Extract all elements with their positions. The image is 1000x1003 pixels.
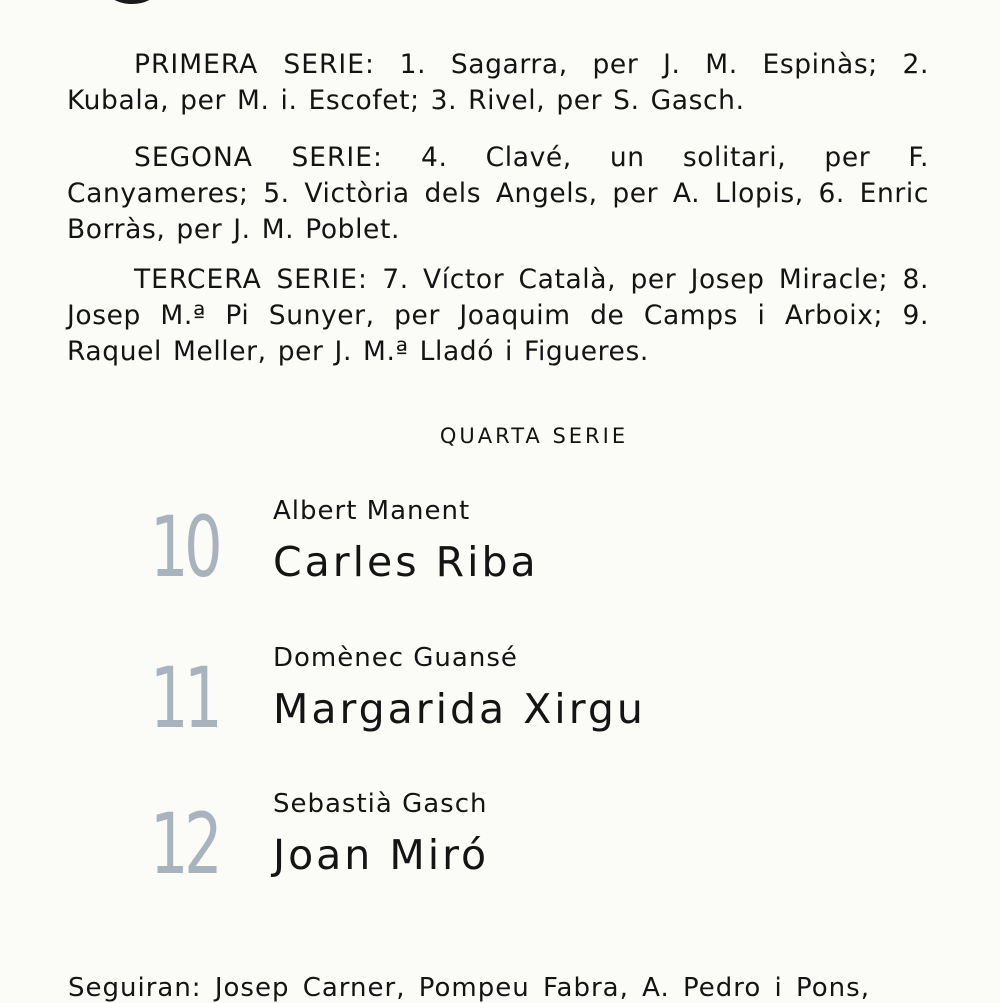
entry-number: 10 (150, 498, 219, 596)
entry-author: Sebastià Gasch (273, 789, 488, 819)
quarta-serie-heading: QUARTA SERIE (439, 424, 629, 448)
series-text: 1. Sagarra, per J. M. Espinàs; 2. Kubala, per M. i. Escofet; 3. Rivel, per S. Gasch. (67, 49, 929, 116)
quarta-entry (150, 789, 910, 909)
entry-author: Domènec Guansé (273, 643, 518, 673)
series-paragraph-tercera (67, 262, 929, 370)
entry-number: 12 (150, 795, 219, 893)
quarta-entry (150, 496, 910, 616)
series-name: SEGONA SERIE: (134, 142, 383, 173)
quarta-entry (150, 643, 910, 763)
entry-subject: Joan Miró (273, 831, 490, 879)
entry-subject: Carles Riba (273, 538, 539, 586)
series-paragraph-segona (67, 140, 929, 248)
series-text: 4. Clavé, un solitari, per F. Canyameres; 5. Victòria dels Angels, per A. Llopis, 6. Enric Borràs, per J. M. Poblet. (67, 142, 929, 245)
series-text: 7. Víctor Català, per Josep Miracle; 8. Josep M.ª Pi Sunyer, per Joaquim de Camps i Arboix; 9. Raquel Meller, per J. M.ª Lladó i Figueres. (67, 264, 929, 367)
series-paragraph-primera (67, 47, 929, 119)
entry-subject: Margarida Xirgu (273, 685, 646, 733)
entry-number: 11 (150, 649, 219, 747)
entry-author: Albert Manent (273, 496, 471, 526)
emblem-logo (100, 0, 164, 6)
footer-text: Seguiran: Josep Carner, Pompeu Fabra, A. Pedro i Pons, (68, 973, 870, 1003)
series-name: TERCERA SERIE: (134, 264, 368, 295)
series-name: PRIMERA SERIE: (134, 49, 375, 80)
